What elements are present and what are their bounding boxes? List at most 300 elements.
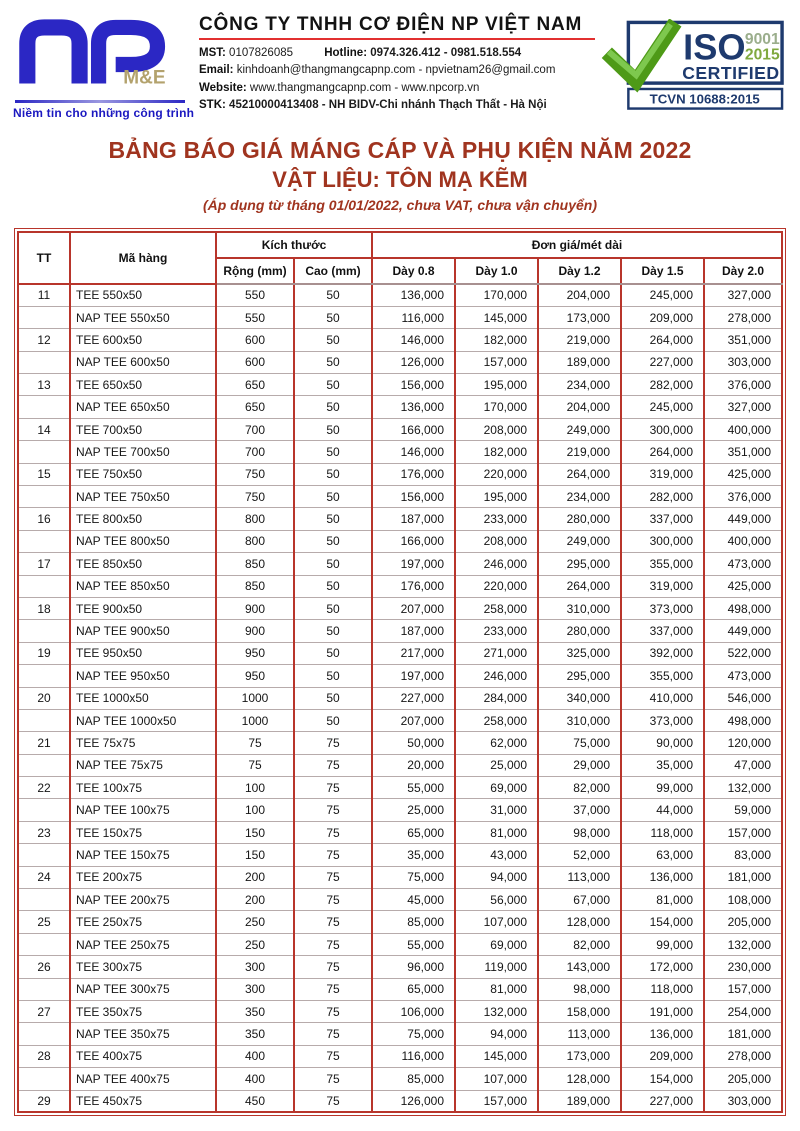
- header-day-08: Dày 0.8: [372, 258, 455, 284]
- cell-gia-day-10: 182,000: [455, 441, 538, 463]
- cell-gia-day-20: 254,000: [704, 1001, 782, 1023]
- table-row: [18, 687, 782, 709]
- cell-gia-day-08: 146,000: [372, 441, 455, 463]
- cell-gia-day-08: 25,000: [372, 799, 455, 821]
- cell-tt: 14: [18, 418, 70, 440]
- cell-gia-day-08: 55,000: [372, 933, 455, 955]
- cell-gia-day-12: 204,000: [538, 284, 621, 306]
- cell-ma-hang: TEE 300x75: [70, 956, 216, 978]
- table-row: [18, 889, 782, 911]
- header-rule: [199, 38, 595, 40]
- np-logo-icon: [13, 17, 187, 93]
- cell-gia-day-12: 264,000: [538, 463, 621, 485]
- cell-gia-day-12: 219,000: [538, 441, 621, 463]
- cell-gia-day-10: 119,000: [455, 956, 538, 978]
- cell-gia-day-10: 94,000: [455, 1023, 538, 1045]
- logo-divider: [15, 100, 185, 103]
- cell-gia-day-10: 258,000: [455, 597, 538, 619]
- cell-ma-hang: TEE 400x75: [70, 1045, 216, 1067]
- header-ma-hang: Mã hàng: [70, 232, 216, 284]
- cell-gia-day-20: 449,000: [704, 508, 782, 530]
- cell-cao: 75: [294, 1045, 372, 1067]
- table-row: [18, 306, 782, 328]
- cell-cao: 75: [294, 866, 372, 888]
- cell-gia-day-15: 81,000: [621, 889, 704, 911]
- cell-gia-day-12: 249,000: [538, 530, 621, 552]
- website-label: Website:: [199, 81, 247, 94]
- cell-gia-day-20: 449,000: [704, 620, 782, 642]
- cell-tt: [18, 665, 70, 687]
- cell-gia-day-10: 271,000: [455, 642, 538, 664]
- cell-gia-day-20: 278,000: [704, 1045, 782, 1067]
- document-subtitle: VẬT LIỆU: TÔN MẠ KẼM: [272, 167, 528, 192]
- cell-gia-day-15: 136,000: [621, 866, 704, 888]
- cell-ma-hang: TEE 600x50: [70, 329, 216, 351]
- cell-gia-day-20: 303,000: [704, 1090, 782, 1112]
- header-cao: Cao (mm): [294, 258, 372, 284]
- cell-tt: [18, 351, 70, 373]
- cell-gia-day-20: 498,000: [704, 709, 782, 731]
- cell-gia-day-15: 355,000: [621, 665, 704, 687]
- header-don-gia: Đơn giá/mét dài: [372, 232, 782, 258]
- cell-rong: 75: [216, 754, 294, 776]
- table-row: [18, 463, 782, 485]
- cell-gia-day-20: 400,000: [704, 418, 782, 440]
- cell-gia-day-15: 245,000: [621, 396, 704, 418]
- cell-ma-hang: NAP TEE 1000x50: [70, 709, 216, 731]
- cell-ma-hang: NAP TEE 950x50: [70, 665, 216, 687]
- cell-gia-day-12: 234,000: [538, 486, 621, 508]
- cell-rong: 900: [216, 597, 294, 619]
- cell-gia-day-20: 181,000: [704, 866, 782, 888]
- cell-gia-day-10: 81,000: [455, 821, 538, 843]
- table-row: [18, 754, 782, 776]
- cell-gia-day-20: 473,000: [704, 665, 782, 687]
- cell-tt: [18, 889, 70, 911]
- cell-ma-hang: TEE 550x50: [70, 284, 216, 306]
- cell-ma-hang: TEE 650x50: [70, 374, 216, 396]
- cell-gia-day-08: 197,000: [372, 665, 455, 687]
- cell-cao: 75: [294, 978, 372, 1000]
- cell-gia-day-15: 154,000: [621, 911, 704, 933]
- table-row: [18, 956, 782, 978]
- cell-cao: 50: [294, 374, 372, 396]
- cell-gia-day-08: 166,000: [372, 530, 455, 552]
- cell-gia-day-10: 208,000: [455, 530, 538, 552]
- cell-tt: 19: [18, 642, 70, 664]
- cell-tt: [18, 978, 70, 1000]
- cell-gia-day-20: 376,000: [704, 374, 782, 396]
- cell-cao: 75: [294, 777, 372, 799]
- cell-rong: 200: [216, 866, 294, 888]
- cell-gia-day-15: 392,000: [621, 642, 704, 664]
- cell-gia-day-20: 205,000: [704, 1068, 782, 1090]
- cell-gia-day-15: 300,000: [621, 530, 704, 552]
- table-row: [18, 530, 782, 552]
- email-value: kinhdoanh@thangmangcapnp.com - npvietnam26@gmail.com: [236, 64, 556, 77]
- cell-tt: [18, 441, 70, 463]
- company-logo: [13, 12, 195, 120]
- cell-cao: 75: [294, 911, 372, 933]
- cell-ma-hang: TEE 1000x50: [70, 687, 216, 709]
- cell-ma-hang: NAP TEE 350x75: [70, 1023, 216, 1045]
- table-row: [18, 665, 782, 687]
- cell-gia-day-10: 56,000: [455, 889, 538, 911]
- cell-gia-day-12: 37,000: [538, 799, 621, 821]
- cell-rong: 400: [216, 1045, 294, 1067]
- cell-gia-day-15: 90,000: [621, 732, 704, 754]
- cell-gia-day-08: 126,000: [372, 351, 455, 373]
- cell-tt: 28: [18, 1045, 70, 1067]
- cell-gia-day-15: 99,000: [621, 777, 704, 799]
- cell-gia-day-15: 337,000: [621, 620, 704, 642]
- cell-gia-day-12: 295,000: [538, 553, 621, 575]
- table-row: [18, 1045, 782, 1067]
- cell-gia-day-08: 187,000: [372, 620, 455, 642]
- price-table-frame: [14, 228, 786, 1116]
- cell-tt: [18, 844, 70, 866]
- cell-tt: 20: [18, 687, 70, 709]
- cell-tt: [18, 306, 70, 328]
- table-row: [18, 709, 782, 731]
- table-row: [18, 575, 782, 597]
- cell-rong: 750: [216, 486, 294, 508]
- cell-gia-day-10: 132,000: [455, 1001, 538, 1023]
- cell-rong: 300: [216, 956, 294, 978]
- cell-gia-day-20: 47,000: [704, 754, 782, 776]
- cell-gia-day-10: 220,000: [455, 575, 538, 597]
- website-value: www.thangmangcapnp.com - www.npcorp.vn: [249, 81, 480, 94]
- cell-cao: 50: [294, 486, 372, 508]
- table-row: [18, 418, 782, 440]
- cell-ma-hang: NAP TEE 700x50: [70, 441, 216, 463]
- cell-rong: 600: [216, 329, 294, 351]
- cell-gia-day-12: 113,000: [538, 866, 621, 888]
- cell-tt: [18, 486, 70, 508]
- price-table-body: [18, 284, 782, 1112]
- cell-ma-hang: NAP TEE 400x75: [70, 1068, 216, 1090]
- cell-ma-hang: NAP TEE 75x75: [70, 754, 216, 776]
- cell-gia-day-10: 25,000: [455, 754, 538, 776]
- cell-gia-day-08: 106,000: [372, 1001, 455, 1023]
- cell-gia-day-12: 82,000: [538, 777, 621, 799]
- iso-certified-text: CERTIFIED: [682, 63, 780, 84]
- table-row: [18, 351, 782, 373]
- cell-ma-hang: NAP TEE 100x75: [70, 799, 216, 821]
- cell-rong: 150: [216, 821, 294, 843]
- iso-badge-icon: [599, 19, 785, 111]
- cell-gia-day-12: 219,000: [538, 329, 621, 351]
- cell-gia-day-12: 310,000: [538, 709, 621, 731]
- cell-gia-day-10: 81,000: [455, 978, 538, 1000]
- cell-ma-hang: NAP TEE 250x75: [70, 933, 216, 955]
- cell-tt: [18, 799, 70, 821]
- table-row: [18, 597, 782, 619]
- cell-tt: 24: [18, 866, 70, 888]
- cell-gia-day-20: 205,000: [704, 911, 782, 933]
- header-day-10: Dày 1.0: [455, 258, 538, 284]
- cell-gia-day-15: 44,000: [621, 799, 704, 821]
- cell-gia-day-08: 136,000: [372, 284, 455, 306]
- cell-gia-day-20: 425,000: [704, 463, 782, 485]
- cell-gia-day-08: 207,000: [372, 709, 455, 731]
- cell-gia-day-20: 181,000: [704, 1023, 782, 1045]
- iso-certification-badge: [599, 12, 787, 116]
- cell-ma-hang: TEE 800x50: [70, 508, 216, 530]
- mst-label: MST:: [199, 47, 226, 59]
- cell-rong: 950: [216, 642, 294, 664]
- cell-cao: 75: [294, 933, 372, 955]
- cell-gia-day-15: 172,000: [621, 956, 704, 978]
- cell-rong: 750: [216, 463, 294, 485]
- table-row: [18, 1090, 782, 1112]
- cell-rong: 650: [216, 396, 294, 418]
- cell-gia-day-12: 29,000: [538, 754, 621, 776]
- cell-gia-day-08: 96,000: [372, 956, 455, 978]
- cell-gia-day-10: 145,000: [455, 306, 538, 328]
- cell-tt: 16: [18, 508, 70, 530]
- cell-cao: 50: [294, 553, 372, 575]
- cell-ma-hang: TEE 700x50: [70, 418, 216, 440]
- cell-gia-day-08: 85,000: [372, 911, 455, 933]
- cell-cao: 50: [294, 575, 372, 597]
- cell-cao: 75: [294, 889, 372, 911]
- cell-gia-day-08: 197,000: [372, 553, 455, 575]
- cell-tt: 26: [18, 956, 70, 978]
- cell-rong: 700: [216, 418, 294, 440]
- cell-gia-day-12: 143,000: [538, 956, 621, 978]
- cell-cao: 50: [294, 620, 372, 642]
- cell-cao: 50: [294, 418, 372, 440]
- cell-gia-day-15: 191,000: [621, 1001, 704, 1023]
- cell-cao: 75: [294, 1090, 372, 1112]
- cell-cao: 50: [294, 306, 372, 328]
- cell-cao: 75: [294, 821, 372, 843]
- cell-tt: [18, 1068, 70, 1090]
- cell-tt: 23: [18, 821, 70, 843]
- iso-tcvn-text: TCVN 10688:2015: [649, 91, 760, 107]
- cell-ma-hang: NAP TEE 850x50: [70, 575, 216, 597]
- cell-gia-day-20: 498,000: [704, 597, 782, 619]
- cell-gia-day-15: 264,000: [621, 329, 704, 351]
- cell-gia-day-12: 173,000: [538, 306, 621, 328]
- iso-standard-text: 9001: [744, 30, 780, 48]
- cell-gia-day-08: 156,000: [372, 374, 455, 396]
- cell-gia-day-08: 45,000: [372, 889, 455, 911]
- cell-gia-day-12: 249,000: [538, 418, 621, 440]
- cell-cao: 75: [294, 754, 372, 776]
- cell-gia-day-12: 98,000: [538, 978, 621, 1000]
- cell-gia-day-10: 195,000: [455, 486, 538, 508]
- cell-rong: 200: [216, 889, 294, 911]
- cell-gia-day-10: 62,000: [455, 732, 538, 754]
- table-row: [18, 441, 782, 463]
- cell-gia-day-20: 132,000: [704, 933, 782, 955]
- header-day-20: Dày 2.0: [704, 258, 782, 284]
- logo-me-label: M&E: [123, 67, 166, 89]
- cell-gia-day-20: 351,000: [704, 441, 782, 463]
- cell-gia-day-20: 473,000: [704, 553, 782, 575]
- cell-tt: [18, 709, 70, 731]
- cell-ma-hang: TEE 150x75: [70, 821, 216, 843]
- cell-gia-day-08: 176,000: [372, 463, 455, 485]
- cell-gia-day-15: 300,000: [621, 418, 704, 440]
- cell-gia-day-12: 280,000: [538, 508, 621, 530]
- contact-line-website: [199, 80, 595, 97]
- cell-cao: 75: [294, 956, 372, 978]
- cell-gia-day-15: 35,000: [621, 754, 704, 776]
- table-row: [18, 284, 782, 306]
- cell-cao: 50: [294, 508, 372, 530]
- document-title: BẢNG BÁO GIÁ MÁNG CÁP VÀ PHỤ KIỆN NĂM 2022: [108, 137, 692, 163]
- cell-gia-day-12: 75,000: [538, 732, 621, 754]
- cell-ma-hang: TEE 250x75: [70, 911, 216, 933]
- table-row: [18, 866, 782, 888]
- cell-cao: 50: [294, 597, 372, 619]
- table-row: [18, 620, 782, 642]
- cell-ma-hang: NAP TEE 300x75: [70, 978, 216, 1000]
- cell-rong: 800: [216, 530, 294, 552]
- cell-ma-hang: TEE 900x50: [70, 597, 216, 619]
- cell-rong: 350: [216, 1023, 294, 1045]
- cell-ma-hang: TEE 75x75: [70, 732, 216, 754]
- cell-gia-day-12: 325,000: [538, 642, 621, 664]
- cell-gia-day-12: 82,000: [538, 933, 621, 955]
- table-row: [18, 486, 782, 508]
- cell-gia-day-20: 120,000: [704, 732, 782, 754]
- cell-ma-hang: NAP TEE 550x50: [70, 306, 216, 328]
- cell-rong: 550: [216, 284, 294, 306]
- cell-gia-day-10: 233,000: [455, 508, 538, 530]
- table-row: [18, 777, 782, 799]
- table-row: [18, 508, 782, 530]
- cell-ma-hang: TEE 850x50: [70, 553, 216, 575]
- cell-tt: [18, 1023, 70, 1045]
- cell-gia-day-10: 69,000: [455, 933, 538, 955]
- price-table: [17, 231, 783, 1113]
- cell-ma-hang: NAP TEE 150x75: [70, 844, 216, 866]
- cell-rong: 100: [216, 777, 294, 799]
- cell-ma-hang: TEE 350x75: [70, 1001, 216, 1023]
- cell-gia-day-10: 31,000: [455, 799, 538, 821]
- cell-gia-day-08: 50,000: [372, 732, 455, 754]
- cell-gia-day-15: 373,000: [621, 709, 704, 731]
- cell-tt: [18, 575, 70, 597]
- cell-gia-day-08: 116,000: [372, 306, 455, 328]
- cell-gia-day-20: 522,000: [704, 642, 782, 664]
- cell-cao: 50: [294, 642, 372, 664]
- cell-gia-day-15: 154,000: [621, 1068, 704, 1090]
- cell-tt: [18, 620, 70, 642]
- cell-gia-day-08: 146,000: [372, 329, 455, 351]
- header-tt: TT: [18, 232, 70, 284]
- table-row: [18, 911, 782, 933]
- cell-gia-day-10: 94,000: [455, 866, 538, 888]
- cell-gia-day-15: 136,000: [621, 1023, 704, 1045]
- cell-gia-day-20: 278,000: [704, 306, 782, 328]
- cell-tt: [18, 933, 70, 955]
- cell-gia-day-12: 67,000: [538, 889, 621, 911]
- cell-rong: 450: [216, 1090, 294, 1112]
- contact-line-mst-hotline: [199, 45, 595, 62]
- cell-gia-day-08: 35,000: [372, 844, 455, 866]
- cell-rong: 650: [216, 374, 294, 396]
- cell-gia-day-12: 340,000: [538, 687, 621, 709]
- cell-rong: 150: [216, 844, 294, 866]
- cell-gia-day-15: 227,000: [621, 1090, 704, 1112]
- cell-rong: 700: [216, 441, 294, 463]
- cell-cao: 50: [294, 284, 372, 306]
- cell-cao: 75: [294, 1001, 372, 1023]
- cell-rong: 1000: [216, 687, 294, 709]
- cell-gia-day-08: 187,000: [372, 508, 455, 530]
- cell-gia-day-15: 373,000: [621, 597, 704, 619]
- document-note: (Áp dụng từ tháng 01/01/2022, chưa VAT, chưa vận chuyển): [202, 197, 598, 213]
- cell-gia-day-10: 170,000: [455, 396, 538, 418]
- table-row: [18, 396, 782, 418]
- cell-gia-day-15: 227,000: [621, 351, 704, 373]
- cell-gia-day-08: 207,000: [372, 597, 455, 619]
- cell-ma-hang: TEE 100x75: [70, 777, 216, 799]
- cell-gia-day-20: 108,000: [704, 889, 782, 911]
- cell-gia-day-20: 546,000: [704, 687, 782, 709]
- cell-gia-day-10: 284,000: [455, 687, 538, 709]
- cell-gia-day-15: 319,000: [621, 575, 704, 597]
- cell-cao: 50: [294, 329, 372, 351]
- cell-gia-day-12: 204,000: [538, 396, 621, 418]
- cell-gia-day-20: 303,000: [704, 351, 782, 373]
- cell-gia-day-08: 227,000: [372, 687, 455, 709]
- iso-year-text: 2015: [744, 46, 780, 64]
- cell-gia-day-12: 264,000: [538, 575, 621, 597]
- cell-gia-day-10: 258,000: [455, 709, 538, 731]
- cell-gia-day-12: 280,000: [538, 620, 621, 642]
- cell-gia-day-15: 282,000: [621, 486, 704, 508]
- cell-cao: 50: [294, 396, 372, 418]
- table-row: [18, 329, 782, 351]
- cell-gia-day-08: 166,000: [372, 418, 455, 440]
- table-row: [18, 1068, 782, 1090]
- cell-gia-day-20: 425,000: [704, 575, 782, 597]
- cell-ma-hang: TEE 200x75: [70, 866, 216, 888]
- cell-gia-day-12: 189,000: [538, 1090, 621, 1112]
- cell-gia-day-10: 246,000: [455, 553, 538, 575]
- cell-gia-day-15: 99,000: [621, 933, 704, 955]
- table-row: [18, 978, 782, 1000]
- cell-cao: 50: [294, 687, 372, 709]
- cell-tt: 18: [18, 597, 70, 619]
- cell-gia-day-10: 246,000: [455, 665, 538, 687]
- cell-gia-day-10: 107,000: [455, 1068, 538, 1090]
- cell-gia-day-08: 75,000: [372, 1023, 455, 1045]
- cell-gia-day-12: 234,000: [538, 374, 621, 396]
- cell-cao: 75: [294, 1068, 372, 1090]
- cell-gia-day-12: 173,000: [538, 1045, 621, 1067]
- company-name: CÔNG TY TNHH CƠ ĐIỆN NP VIỆT NAM: [199, 14, 583, 35]
- cell-gia-day-15: 319,000: [621, 463, 704, 485]
- cell-gia-day-12: 113,000: [538, 1023, 621, 1045]
- cell-gia-day-10: 208,000: [455, 418, 538, 440]
- cell-gia-day-10: 195,000: [455, 374, 538, 396]
- cell-gia-day-08: 85,000: [372, 1068, 455, 1090]
- cell-cao: 50: [294, 709, 372, 731]
- stk-value: 45210000413408 - NH BIDV-Chi nhánh Thạch Thất - Hà Nội: [229, 98, 547, 111]
- cell-cao: 75: [294, 844, 372, 866]
- cell-gia-day-10: 233,000: [455, 620, 538, 642]
- header-day-12: Dày 1.2: [538, 258, 621, 284]
- cell-tt: [18, 754, 70, 776]
- cell-gia-day-12: 189,000: [538, 351, 621, 373]
